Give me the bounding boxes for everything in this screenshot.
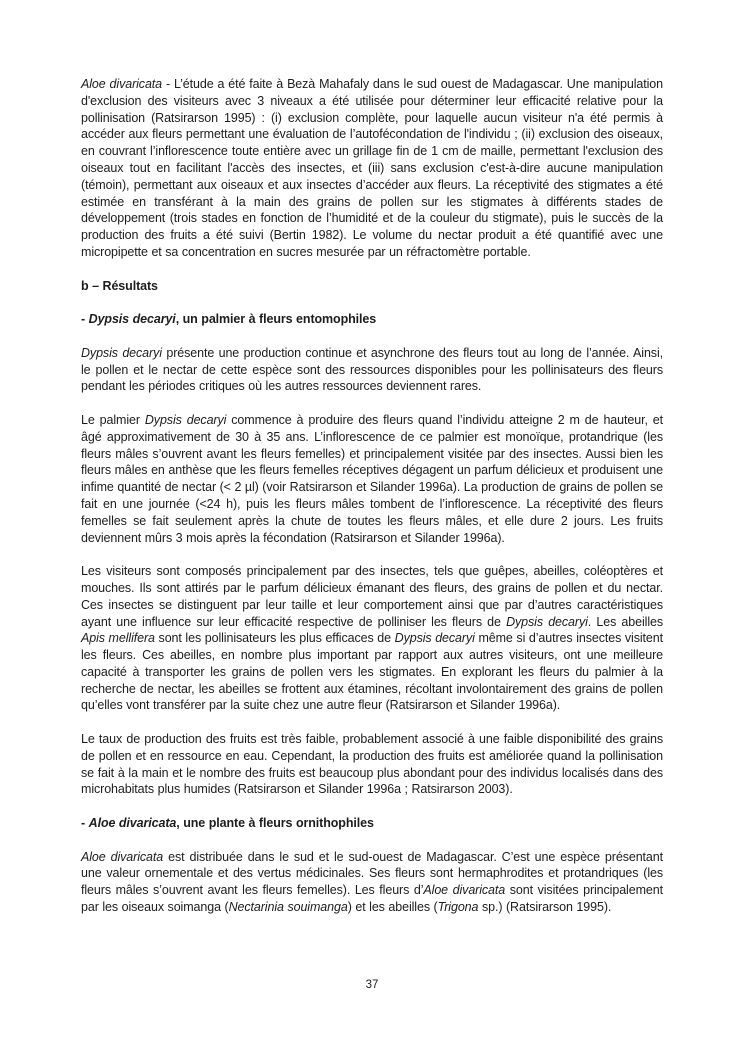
- text-run: Dypsis decaryi: [88, 312, 176, 327]
- text-run: Apis mellifera: [81, 631, 155, 646]
- text-run: Dypsis decaryi: [394, 631, 475, 646]
- paragraph: [81, 563, 663, 714]
- text-run: est distribuée dans le sud et le sud-ouest de Madagascar. C’est une espèce présentant une valeur ornementale et des vertus médicinales. Ses fleurs sont hermaphrodites et protandriques (les fleurs mâles s’ouvrent avant les fleurs femelles). Les fleurs d’: [81, 849, 663, 898]
- text-run: Le palmier: [81, 412, 145, 427]
- text-run: Dypsis decaryi: [506, 614, 588, 629]
- text-run: Les visiteurs sont composés principalement par des insectes, tels que guêpes, abeilles, coléoptères et mouches. Ils sont attirés par le parfum délicieux émanant des fleurs, des grains de pollen et du nectar. Ces insectes se distinguent par leur taille et leur comportement ainsi que par d’autres caractéristiques ayant une influence sur leur efficacité respective de polliniser les fleurs de: [81, 564, 663, 629]
- text-run: sont les pollinisateurs les plus efficaces de: [154, 631, 395, 646]
- text-run: Dypsis decaryi: [81, 345, 162, 360]
- text-run: même si d’autres insectes visitent les fleurs. Ces abeilles, en nombre plus important par rapport aux autres visiteurs, ont une meilleure capacité à transporter les grains de pollen vers les stigmates. En explorant les fleurs du palmier à la recherche de nectar, les abeilles se frottent aux étamines, récoltant involontairement des grains de pollen qu’elles vont transférer par la suite chez une autre fleur (Ratsirarson et Silander 1996a).: [81, 631, 664, 713]
- heading: [81, 311, 663, 328]
- text-run: sp.) (Ratsirarson 1995).: [478, 900, 612, 915]
- paragraph: [81, 76, 663, 261]
- text-run: Dypsis decaryi: [144, 412, 227, 427]
- text-run: sont visitées principalement par les oiseaux soimanga (: [81, 883, 663, 915]
- text-run: . Les abeilles: [587, 614, 664, 629]
- document-body: [81, 76, 663, 933]
- text-run: Aloe divaricata: [81, 849, 164, 864]
- text-run: Trigona: [437, 900, 479, 915]
- text-run: ) et les abeilles (: [347, 900, 438, 915]
- text-run: Aloe divaricata: [88, 816, 177, 831]
- text-run: - L’étude a été faite à Bezà Mahafaly dans le sud ouest de Madagascar. Une manipulation d'exclusion des visiteurs avec 3 niveaux a été utilisée pour déterminer leur efficacité relative pour la pollinisation (Ratsirarson 1995) : (i) exclusion complète, pour laquelle aucun visiteur n'a été permis à accéder aux fleurs permettant une évaluation de l’autofécondation de l'individu ; (ii) exclusion des oiseaux, en couvrant l’inflorescence toute entière avec un grillage fin de 1 cm de maille, permettant l'exclusion des oiseaux tout en facilitant l'accès des insectes, et (iii) sans exclusion c'est-à-dire aucune manipulation (témoin), permettant aux oiseaux et aux insectes d’accéder aux fleurs. La réceptivité des stigmates a été estimée en transférant à la main des grains de pollen sur les stigmates à différents stades de développement (trois stades en fonction de l’humidité et de la couleur du stigmate), puis le succès de la production des fruits a été suivi (Bertin 1982). Le volume du nectar produit a été quantifié avec une micropipette et sa concentration en sucres mesurée par un réfractomètre portable.: [81, 77, 663, 259]
- text-run: -: [81, 312, 89, 327]
- text-run: b – Résultats: [81, 278, 158, 293]
- text-run: présente une production continue et asynchrone des fleurs tout au long de l’année. Ainsi, le pollen et le nectar de cette espèce sont des ressources disponibles pour les pollinisateurs des fleurs pendant les périodes critiques où les autres ressources deviennent rares.: [81, 345, 663, 394]
- text-run: Aloe divaricata: [423, 883, 506, 898]
- text-run: commence à produire des fleurs quand l’individu atteigne 2 m de hauteur, et âgé approximativement de 30 à 35 ans. L’inflorescence de ce palmier est monoïque, protandrique (les fleurs mâles s’ouvrent avant les fleurs femelles) et principalement visitée par des insectes. Aussi bien les fleurs mâles en anthèse que les fleurs femelles réceptives dégagent un parfum délicieux et produisent une infime quantité de nectar (< 2 µl) (voir Ratsirarson et Silander 1996a). La production de grains de pollen se fait en une journée (<24 h), puis les fleurs mâles tombent de l’inflorescence. La réceptivité des fleurs femelles se fait seulement après la chute de toutes les fleurs mâles, et elle dure 2 jours. Les fruits deviennent mûrs 3 mois après la fécondation (Ratsirarson et Silander 1996a).: [81, 412, 663, 545]
- text-run: , une plante à fleurs ornithophiles: [176, 816, 374, 831]
- text-run: Le taux de production des fruits est très faible, probablement associé à une faible disponibilité des grains de pollen et en ressource en eau. Cependant, la production des fruits est améliorée quand la pollinisation se fait à la main et le nombre des fruits est beaucoup plus abondant pour des individus localisés dans des microhabitats plus humides (Ratsirarson et Silander 1996a ; Ratsirarson 2003).: [81, 732, 663, 797]
- page-number: 37: [365, 979, 379, 991]
- paragraph: [81, 345, 663, 395]
- paragraph: [81, 412, 663, 546]
- paragraph: [81, 731, 663, 798]
- text-run: -: [81, 816, 89, 831]
- paragraph: [81, 849, 663, 916]
- heading: [81, 815, 663, 832]
- text-run: Nectarinia souimanga: [228, 900, 348, 915]
- heading: [81, 278, 663, 295]
- text-run: , un palmier à fleurs entomophiles: [175, 312, 377, 327]
- text-run: Aloe divaricata: [81, 77, 163, 91]
